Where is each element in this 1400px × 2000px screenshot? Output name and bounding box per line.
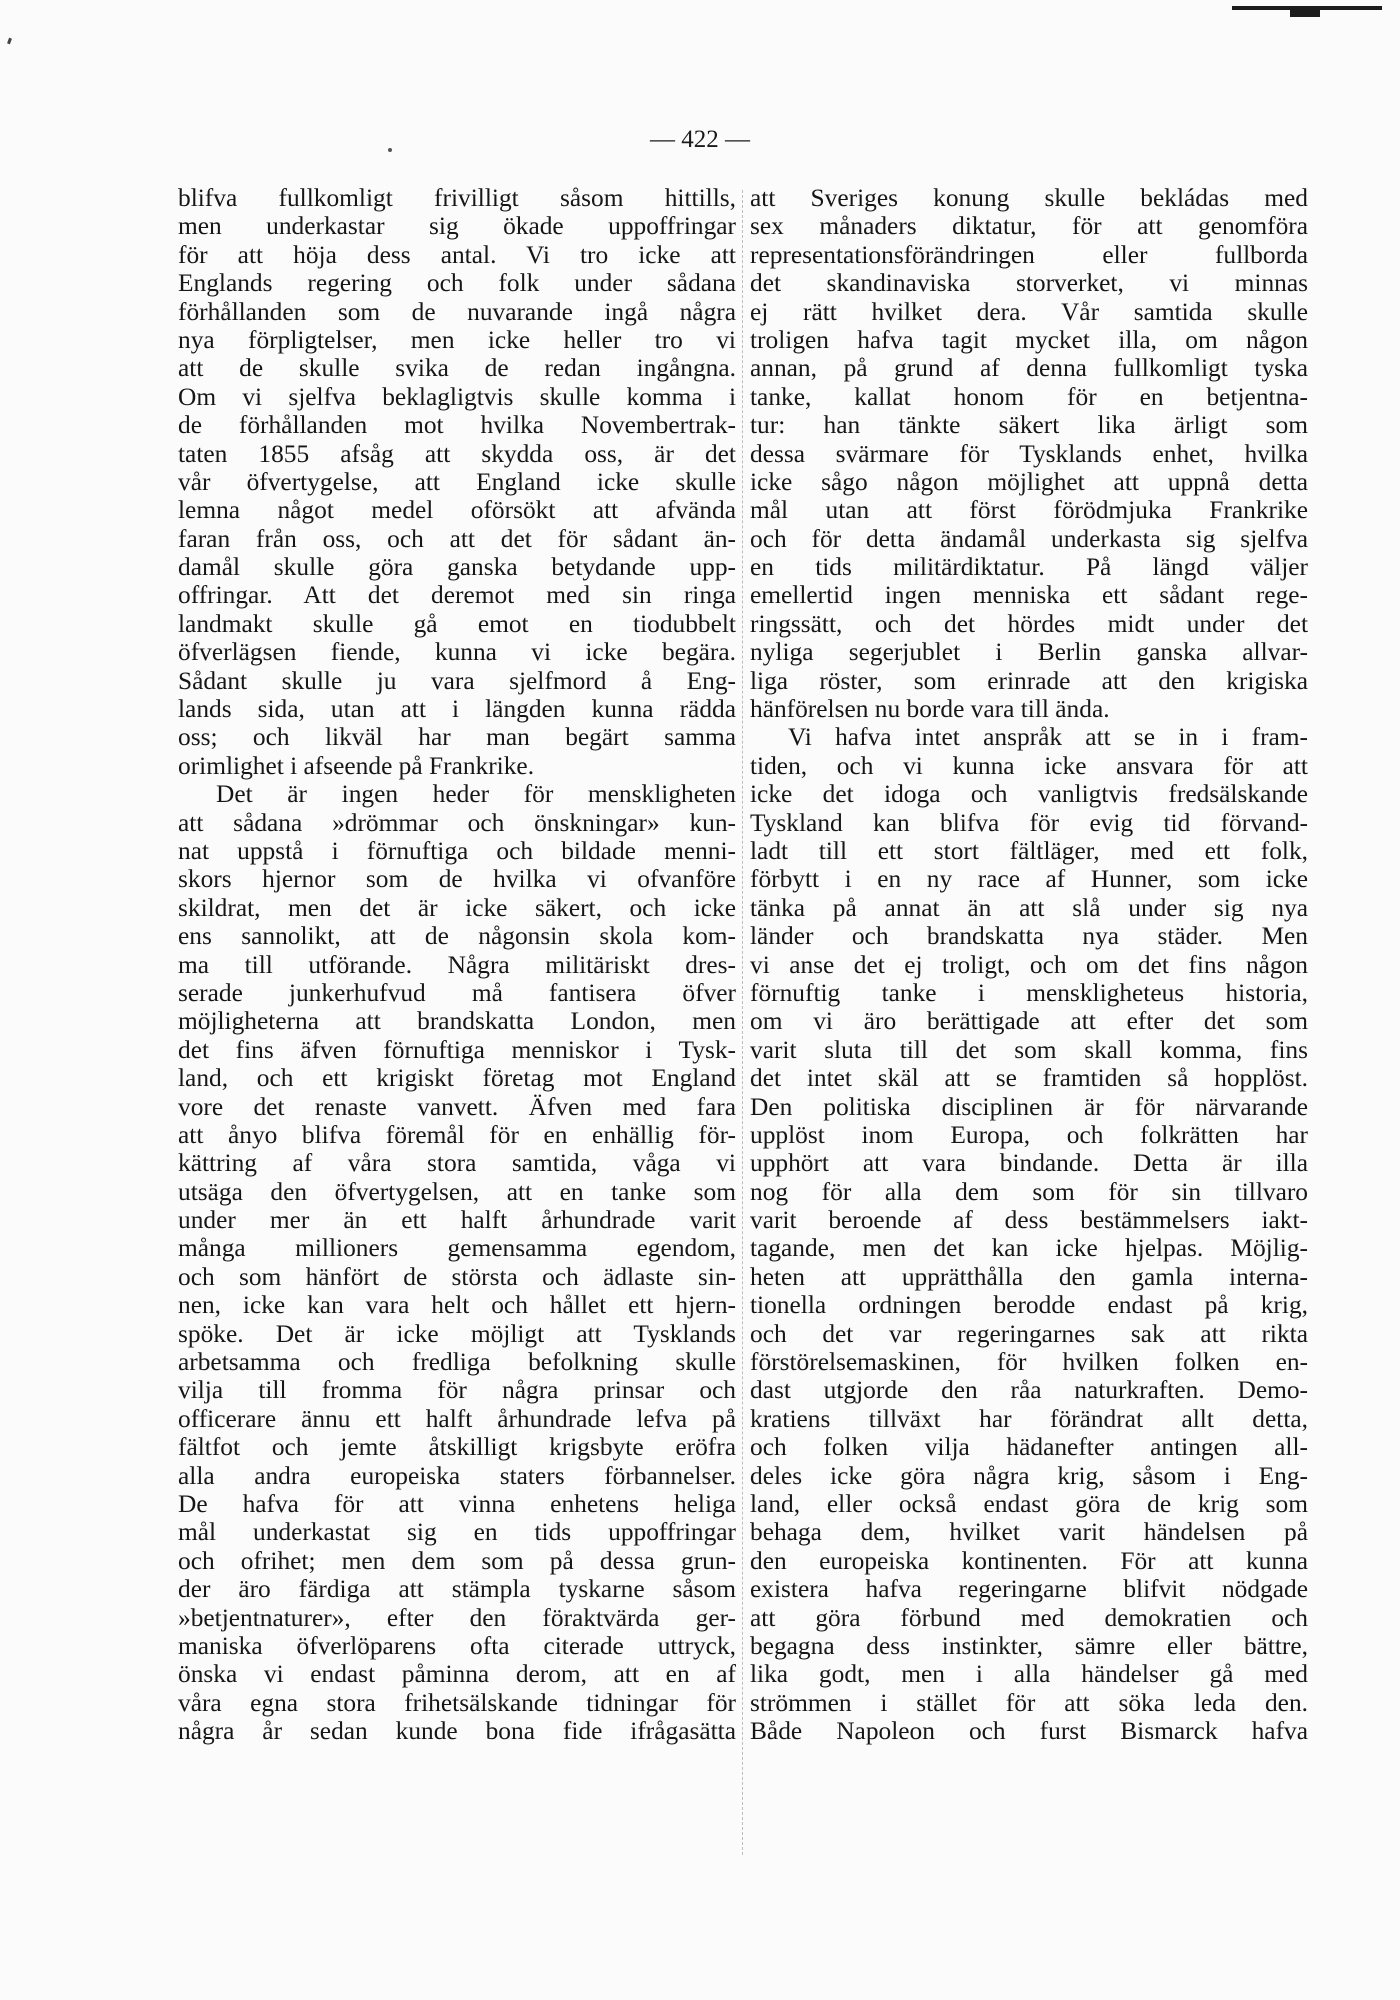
text-line: tiden, och vi kunna icke ansvara för att [750,751,1308,780]
text-line: för att höja dess antal. Vi tro icke att [178,240,736,269]
text-line: nat uppstå i förnuftiga och bildade menni- [178,836,736,865]
text-line: några år sedan kunde bona fide ifrågasätta [178,1717,736,1746]
text-line: representationsförändringen eller fullborda [750,240,1308,269]
text-line: ens sannolikt, att de någonsin skola kom- [178,922,736,951]
text-line: och ofrihet; men dem som på dessa grun- [178,1546,736,1575]
text-line: vi anse det ej troligt, och om det fins någon [750,950,1308,979]
text-line: Sådant skulle ju vara sjelfmord å Eng- [178,666,736,695]
text-line: dast utgjorde den råa naturkraften. Demo- [750,1376,1308,1405]
text-line: liga röster, som erinrade att den krigiska [750,666,1308,695]
text-line: att de skulle svika de redan ingångna. [178,354,736,383]
scan-artifact-mark [1232,6,1382,18]
left-column [178,184,736,1879]
text-line: ma till utförande. Några militäriskt dres- [178,950,736,979]
text-line: deles icke göra några krig, såsom i Eng- [750,1461,1308,1490]
text-line: arbetsamma och fredliga befolkning skulle [178,1348,736,1377]
column-divider [742,190,743,1855]
text-line: möjligheterna att brandskatta London, men [178,1007,736,1036]
text-line: skors hjernor som de hvilka vi ofvanföre [178,865,736,894]
text-line: utsäga den öfvertygelsen, att en tanke som [178,1177,736,1206]
text-line: Tyskland kan blifva för evig tid förvand- [750,808,1308,837]
text-line: och det var regeringarnes sak att rikta [750,1319,1308,1348]
text-line: emellertid ingen menniska ett sådant rege- [750,581,1308,610]
text-line: skildrat, men det är icke säkert, och icke [178,893,736,922]
text-line: officerare ännu ett halft århundrade lefva på [178,1404,736,1433]
text-line: att ånyo blifva föremål för en enhällig för- [178,1120,736,1149]
text-line: att göra förbund med demokratien och [750,1603,1308,1632]
text-line: mål underkastat sig en tids uppoffringar [178,1518,736,1547]
text-line: heten att upprätthålla den gamla interna- [750,1262,1308,1291]
text-line: och för detta ändamål underkasta sig sjelfva [750,524,1308,553]
text-line: taten 1855 afsåg att skydda oss, är det [178,439,736,468]
text-line: damål skulle göra ganska betydande upp- [178,553,736,582]
text-line: der äro färdiga att stämpla tyskarne såsom [178,1575,736,1604]
text-line: tanke, kallat honom för en betjentna- [750,382,1308,411]
text-line: öfverlägsen fiende, kunna vi icke begära. [178,638,736,667]
text-line: behaga dem, hvilket varit händelsen på [750,1518,1308,1547]
text-line: tionella ordningen berodde endast på krig, [750,1291,1308,1320]
text-line: varit sluta till det som skall komma, fins [750,1035,1308,1064]
text-line: att Sveriges konung skulle bekládas med [750,184,1308,212]
text-line: blifva fullkomligt frivilligt såsom hittills, [178,184,736,212]
text-line: men underkastar sig ökade uppoffringar [178,212,736,241]
text-line: förstörelsemaskinen, för hvilken folken en- [750,1348,1308,1377]
text-line: vore det renaste vanvett. Äfven med fara [178,1092,736,1121]
text-line: lands sida, utan att i längden kunna rädda [178,695,736,724]
text-line: Det är ingen heder för menskligheten [216,780,736,809]
text-line: de förhållanden mot hvilka Novembertrak- [178,411,736,440]
text-line: strömmen i stället för att söka leda den. [750,1688,1308,1717]
text-line: annan, på grund af denna fullkomligt tyska [750,354,1308,383]
text-line: vilja till fromma för några prinsar och [178,1376,736,1405]
text-line: land, eller också endast göra de krig som [750,1489,1308,1518]
text-line: den europeiska kontinenten. För att kunna [750,1546,1308,1575]
text-line: varit beroende af dess bestämmelsers iakt- [750,1206,1308,1235]
text-line: faran från oss, och att det för sådant än- [178,524,736,553]
text-line: nen, icke kan vara helt och hållet ett hjern- [178,1291,736,1320]
text-line: våra egna stora frihetsälskande tidningar för [178,1688,736,1717]
text-line: upplöst inom Europa, och folkrätten har [750,1120,1308,1149]
scan-artifact-blob [1290,8,1320,17]
text-line: land, och ett krigiskt företag mot England [178,1064,736,1093]
text-line: förnuftig tanke i menskligheteus historia, [750,978,1308,1007]
text-line: alla andra europeiska staters förbannelser. [178,1461,736,1490]
text-line: icke det idoga och vanligtvis fredsälskande [750,780,1308,809]
text-line: kättring af våra stora samtida, våga vi [178,1149,736,1178]
text-line: orimlighet i afseende på Frankrike. [178,751,535,780]
text-line: begagna dess instinkter, sämre eller bättre, [750,1631,1308,1660]
text-line: under mer än ett halft århundrade varit [178,1206,736,1235]
text-line: ringssätt, och det hördes midt under det [750,609,1308,638]
text-line: tänka på annat än att slå under sig nya [750,893,1308,922]
page-number: — 422 — [650,126,750,153]
text-line: offringar. Att det deremot med sin ringa [178,581,736,610]
text-line: många millioners gemensamma egendom, [178,1234,736,1263]
text-line: det fins äfven förnuftiga menniskor i Tysk- [178,1035,736,1064]
right-column [750,184,1308,1879]
text-line: tagande, men det kan icke hjelpas. Möjlig- [750,1234,1308,1263]
text-line: De hafva för att vinna enhetens heliga [178,1489,736,1518]
text-line: maniska öfverlöparens ofta citerade uttryck, [178,1631,736,1660]
text-line: hänförelsen nu borde vara till ända. [750,695,1110,724]
text-line: mål utan att först förödmjuka Frankrike [750,496,1308,525]
text-line: serade junkerhufvud må fantisera öfver [178,978,736,1007]
text-line: Englands regering och folk under sådana [178,269,736,298]
text-line: troligen hafva tagit mycket illa, om någon [750,325,1308,354]
text-line: och folken vilja hädanefter antingen all- [750,1433,1308,1462]
text-line: nog för alla dem som för sin tillvaro [750,1177,1308,1206]
text-line: lemna något medel oförsökt att afvända [178,496,736,525]
text-line: dessa svärmare för Tysklands enhet, hvilka [750,439,1308,468]
text-line: det intet skäl att se framtiden så hopplöst. [750,1064,1308,1093]
text-line: om vi äro berättigade att efter det som [750,1007,1308,1036]
text-line: icke sågo någon möjlighet att uppnå detta [750,467,1308,496]
text-line: Om vi sjelfva beklagligtvis skulle komma i [178,382,736,411]
text-line: fältfot och jemte åtskilligt krigsbyte eröfra [178,1433,736,1462]
text-line: nyliga segerjublet i Berlin ganska allvar- [750,638,1308,667]
text-line: kratiens tillväxt har förändrat allt detta, [750,1404,1308,1433]
text-line: »betjentnaturer», efter den föraktvärda ger- [178,1603,736,1632]
text-line: och som hänfört de största och ädlaste sin- [178,1262,736,1291]
text-line: Både Napoleon och furst Bismarck hafva [750,1717,1308,1746]
text-line: nya förpligtelser, men icke heller tro vi [178,325,736,354]
text-line: sex månaders diktatur, för att genomföra [750,212,1308,241]
scan-speck [7,38,12,45]
text-line: lika godt, men i alla händelser gå med [750,1660,1308,1689]
text-line: vår öfvertygelse, att England icke skulle [178,467,736,496]
text-line: en tids militärdiktatur. På längd väljer [750,553,1308,582]
text-line: att sådana »drömmar och önskningar» kun- [178,808,736,837]
text-line: önska vi endast påminna derom, att en af [178,1660,736,1689]
text-line: ej rätt hvilket dera. Vår samtida skulle [750,297,1308,326]
text-line: Vi hafva intet anspråk att se in i fram- [788,723,1308,752]
text-line: förhållanden som de nuvarande ingå några [178,297,736,326]
text-line: tur: han tänkte säkert lika ärligt som [750,411,1308,440]
text-line: Den politiska disciplinen är för närvarande [750,1092,1308,1121]
text-line: oss; och likväl har man begärt samma [178,723,736,752]
text-line: spöke. Det är icke möjligt att Tysklands [178,1319,736,1348]
text-line: existera hafva regeringarne blifvit nödgade [750,1575,1308,1604]
text-line: länder och brandskatta nya städer. Men [750,922,1308,951]
text-line: upphört att vara bindande. Detta är illa [750,1149,1308,1178]
text-line: förbytt i en ny race af Hunner, som icke [750,865,1308,894]
text-line: ladt till ett stort fältläger, med ett folk, [750,836,1308,865]
text-line: det skandinaviska storverket, vi minnas [750,269,1308,298]
text-line: landmakt skulle gå emot en tiodubbelt [178,609,736,638]
